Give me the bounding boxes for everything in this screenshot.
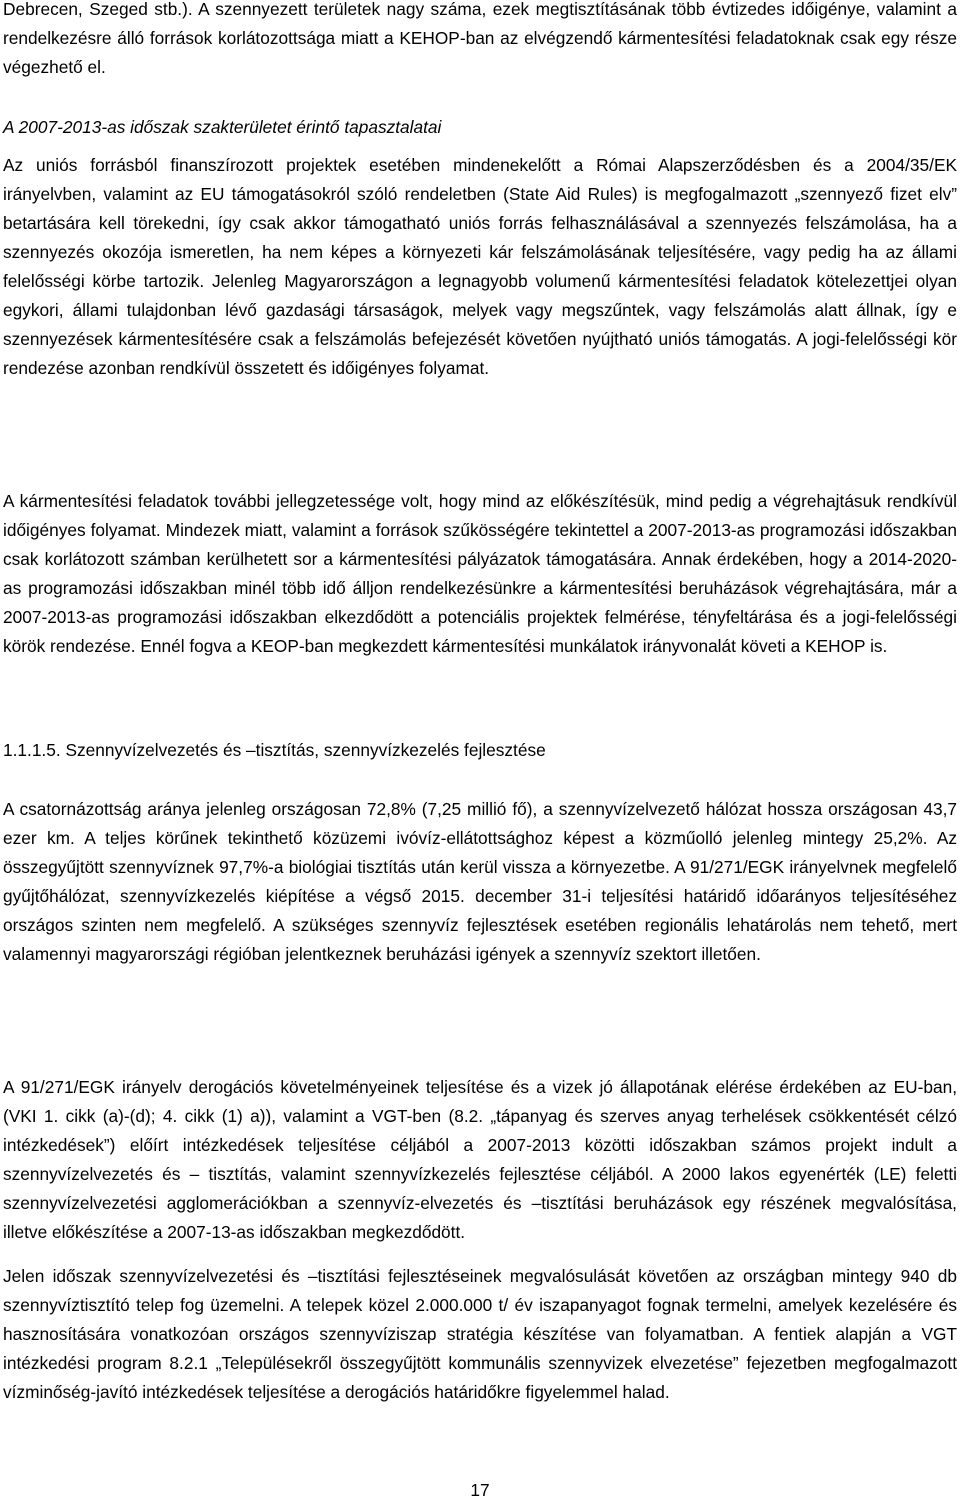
section-title-text: 1.1.1.5. Szennyvízelvezetés és –tisztítás, szennyvízkezelés fejlesztése	[3, 740, 546, 760]
section-title	[3, 736, 957, 765]
paragraph-directive-derogation: A 91/271/EGK irányelv derogációs követelményeinek teljesítése és a vizek jó állapotának elérése érdekében az EU-ban, (VKI 1. cikk (a)-(d); 4. cikk (1) a)), valamint a VGT-ben (8.2. „tápanyag és szerves anyag terhelések csökkentését célzó intézkedések”) előírt intézkedések teljesítése céljából a 2007-2013 közötti időszakban számos projekt indult a szennyvízelvezetés és – tisztítás, valamint szennyvízkezelés fejlesztése céljából. A 2000 lakos egyenérték (LE) feletti szennyvízelvezetési agglomerációkban a szennyvíz-elvezetés és –tisztítási beruházások egy részének megvalósítása, illetve előkészítése a 2007-13-as időszakban megkezdődött.	[3, 1077, 957, 1242]
paragraph-polluter-pays: Az uniós forrásból finanszírozott projektek esetében mindenekelőtt a Római Alapszerződésben és a 2004/35/EK irányelvben, valamint az EU támogatásokról szóló rendeletben (State Aid Rules) is megfogalmazott „szennyező fizet elv” betartására kell törekedni, így csak akkor támogatható uniós forrás felhasználásával a szennyezés felszámolása, ha a szennyezés okozója ismeretlen, ha nem képes a környezeti kár felszámolásának teljesítésére, vagy pedig ha az állami felelősségi körbe tartozik. Jelenleg Magyarországon a legnagyobb volumenű kármentesítési feladatok kötelezettjei olyan egykori, állami tulajdonban lévő gazdasági társaságok, melyek vagy megszűntek, vagy felszámolás alatt állnak, így e szennyezések kármentesítésére csak a felszámolás befejezését követően nyújtható uniós támogatás. A jogi-felelősségi kör rendezése azonban rendkívül összetett és időigényes folyamat.	[3, 155, 957, 378]
paragraph-sludge-strategy: Jelen időszak szennyvízelvezetési és –tisztítási fejlesztéseinek megvalósulását követően az országban mintegy 940 db szennyvíztisztító telep fog üzemelni. A telepek közel 2.000.000 t/ év iszapanyagot fognak termelni, amelyek kezelésére és hasznosítására vonatkozóan országos szennyvíziszap stratégia készítése van folyamatban. A fentiek alapján a VGT intézkedési program 8.2.1 „Településekről összegyűjtött kommunális szennyvizek elvezetése” fejezetben megfogalmazott vízminőség-javító intézkedések teljesítése a derogációs határidőkre figyelemmel halad.	[3, 1266, 957, 1402]
paragraph-sewerage-rate: A csatornázottság aránya jelenleg országosan 72,8% (7,25 millió fő), a szennyvízelvezető hálózat hossza országosan 43,7 ezer km. A teljes körűnek tekinthető közüzemi ivóvíz-ellátottsághoz képest a közműolló jelenleg mintegy 25,2%. Az összegyűjtött szennyvíznek 97,7%-a biológiai tisztítás után kerül vissza a környezetbe. A 91/271/EGK irányelvnek megfelelő gyűjtőhálózat, szennyvízkezelés kiépítése a végső 2015. december 31-i teljesítési határidő időarányos teljesítéséhez országos szinten nem megfelelő. A szükséges szennyvíz fejlesztések esetében regionális lehatárolás nem tehető, mert valamennyi magyarországi régióban jelentkeznek beruházási igények a szennyvíz szektort illetően.	[3, 799, 957, 964]
paragraph-remediation-timing: A kármentesítési feladatok további jellegzetessége volt, hogy mind az előkészítésük, mind pedig a végrehajtásuk rendkívül időigényes folyamat. Mindezek miatt, valamint a források szűkösségére tekintettel a 2007-2013-as programozási időszakban csak korlátozott számban kerülhetett sor a kármentesítési pályázatok támogatására. Annak érdekében, hogy a 2014-2020-as programozási időszakban minél több idő álljon rendelkezésünkre a kármentesítési beruházások végrehajtására, már a 2007-2013-as programozási időszakban elkezdődött a potenciális projektek felmérése, tényfeltárása és a jogi-felelősségi körök rendezése. Ennél fogva a KEOP-ban megkezdett kármentesítési munkálatok irányvonalát követi a KEHOP is.	[3, 491, 957, 656]
continuation-paragraph: Debrecen, Szeged stb.). A szennyezett területek nagy száma, ezek megtisztításának több évtizedes időigénye, valamint a rendelkezésre álló források korlátozottsága miatt a KEHOP-ban az elvégzendő kármentesítési feladatoknak csak egy része végezhető el.	[3, 0, 957, 77]
subsection-title: A 2007-2013-as időszak szakterületet érintő tapasztalatai	[3, 117, 442, 137]
page-number: 17	[470, 1480, 490, 1500]
